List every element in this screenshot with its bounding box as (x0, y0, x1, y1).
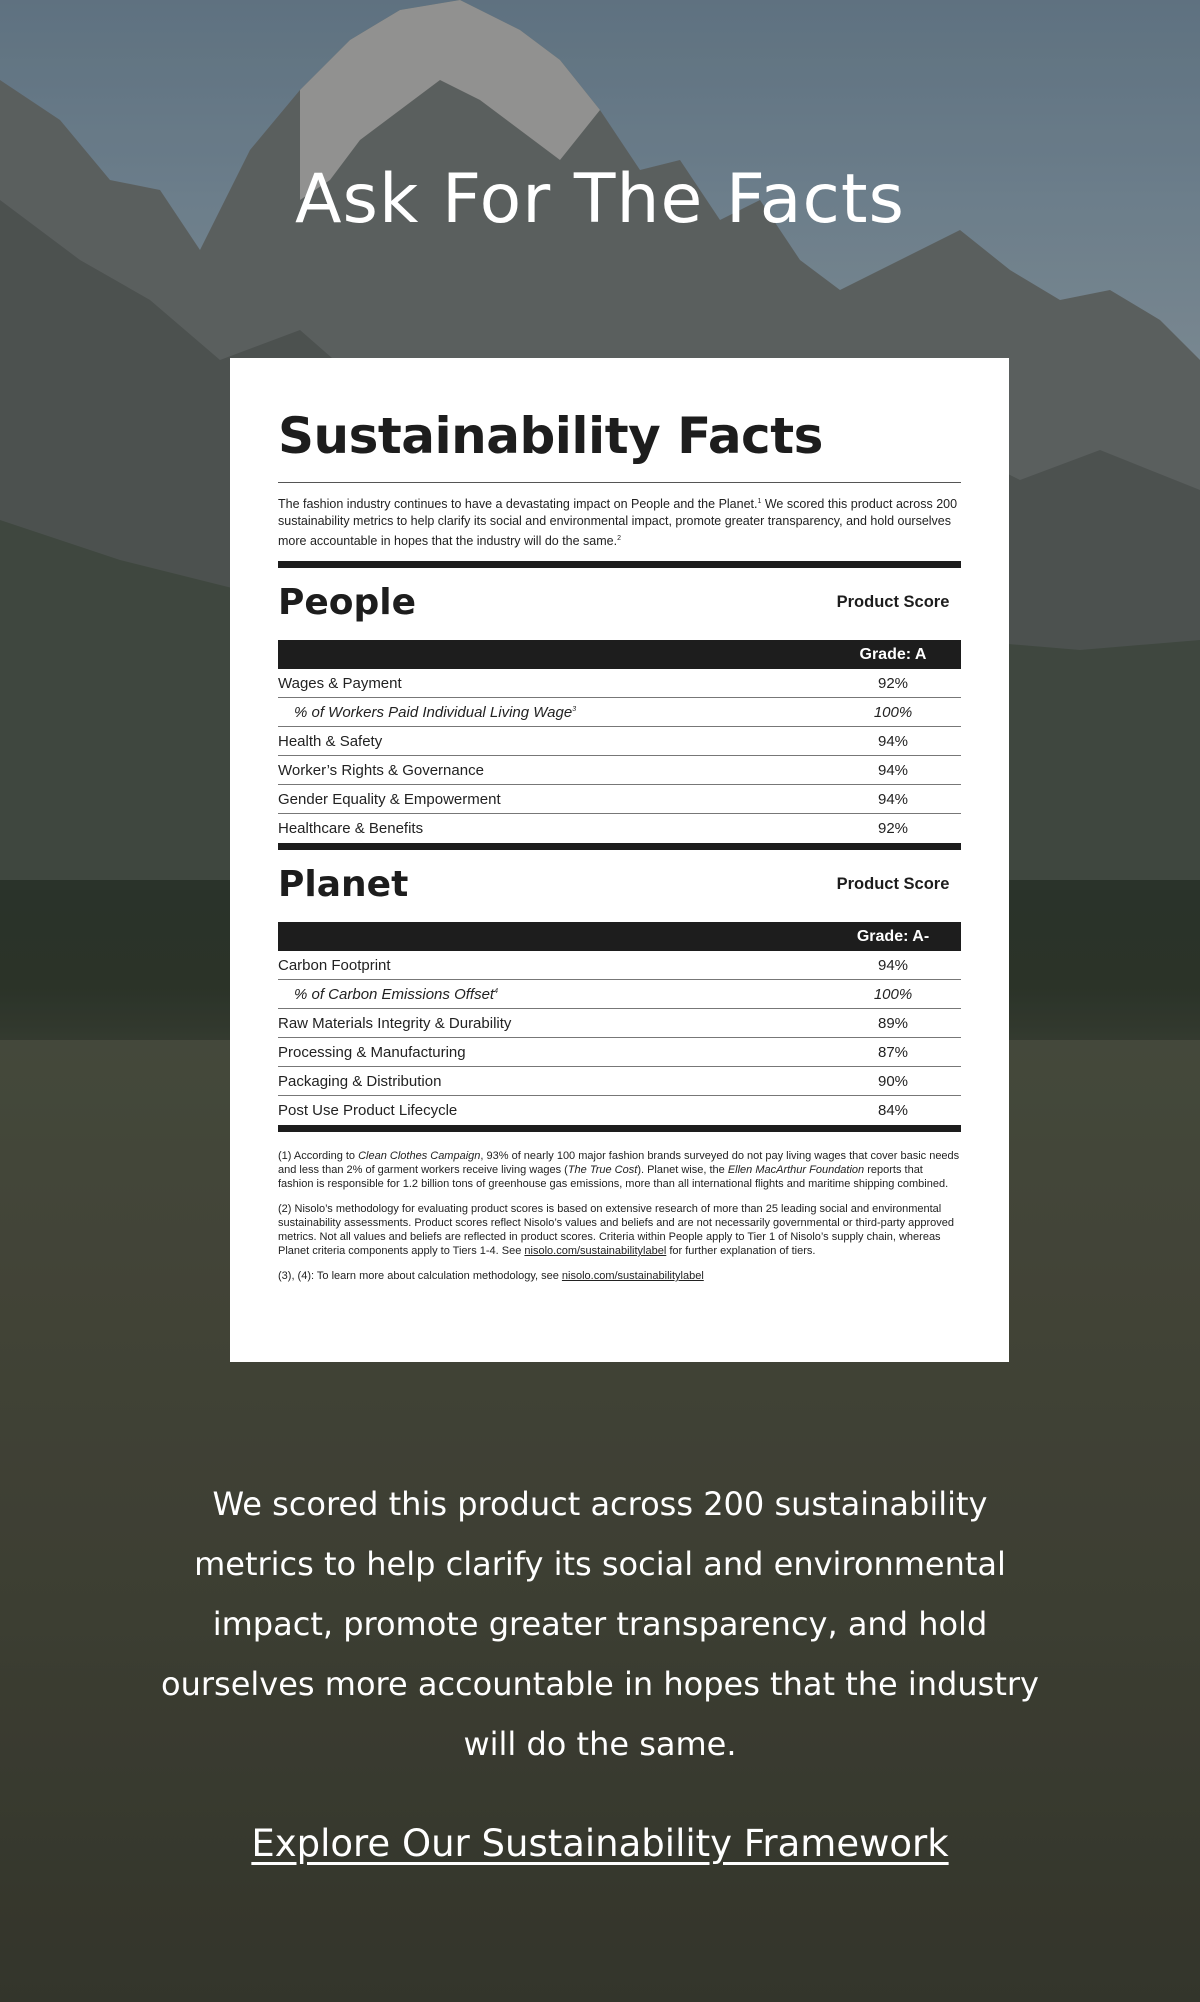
table-row: Processing & Manufacturing 87% (278, 1038, 961, 1067)
people-score-label: Product Score (836, 592, 950, 611)
cta-container (0, 1822, 1200, 1865)
hero-title: Ask For The Facts (295, 160, 905, 239)
people-grade: Grade: A (859, 645, 927, 663)
table-row: Gender Equality & Empowerment 94% (278, 785, 961, 814)
people-grade-bar (278, 640, 961, 669)
footnote-2: (2) Nisolo’s methodology for evaluating product scores is based on extensive research of more than 25 leading social and environmental sustainability assessments. Product scores reflect Nisolo’s values and beliefs and are not necessarily governmental or third-party approved metrics. Not all values and beliefs are reflected in product scores. Criteria within People apply to Tier 1 of Nisolo’s supply chain, whereas Planet criteria components apply to Tiers 1-4. See nisolo.com/sustainabilitylabel for further explanation of tiers. (278, 1203, 955, 1257)
thick-divider (278, 843, 961, 850)
planet-grade: Grade: A- (856, 927, 930, 945)
table-row: Post Use Product Lifecycle 84% (278, 1102, 909, 1119)
planet-grade-bar (278, 922, 961, 951)
table-row: Packaging & Distribution 90% (278, 1067, 961, 1096)
card-intro: The fashion industry continues to have a devastating impact on People and the Planet.$^1$ We scored this product across 200 sustainability metrics to help clarify its social and environmental impact, promote greater transparency, and hold ourselves more accountable in hopes that the industry will do the same.$^2$ (278, 497, 958, 549)
table-row-subitem: % of Carbon Emissions Offset$^4$ 100% (278, 980, 961, 1009)
explore-framework-link[interactable]: Explore Our Sustainability Framework (251, 1822, 949, 1865)
planet-rows (278, 951, 961, 1125)
table-row: Raw Materials Integrity & Durability 89% (278, 1009, 961, 1038)
footnotes (278, 1149, 961, 1283)
card-title: Sustainability Facts (278, 407, 823, 465)
table-row: Healthcare & Benefits 92% (278, 820, 909, 837)
footnote-1: (1) According to Clean Clothes Campaign, 93% of nearly 100 major fashion brands surveyed do not pay living wages that cover basic needs and less than 2% of garment workers receive living wages (The True Cost). Planet wise, the Ellen MacArthur Foundation reports that fashion is responsible for 1.2 billion tons of greenhouse gas emissions, more than all international flights and maritime shipping combined. (278, 1150, 960, 1190)
divider (278, 482, 961, 483)
summary-text: We scored this product across 200 sustainability metrics to help clarify its social and environmental impact, promote greater transparency, and hold ourselves more accountable in hopes that the industry will do the same. (161, 1485, 1039, 1763)
table-row: Worker’s Rights & Governance 94% (278, 756, 961, 785)
sustainability-label-link[interactable]: nisolo.com/sustainabilitylabel (524, 1245, 667, 1257)
footnote-3-4: (3), (4): To learn more about calculation methodology, see nisolo.com/sustainabilitylabel (278, 1270, 704, 1282)
sustainability-facts-card (230, 358, 1009, 1362)
thick-divider (278, 1125, 961, 1132)
table-row: Health & Safety 94% (278, 727, 961, 756)
planet-title: Planet (278, 863, 409, 905)
people-title: People (278, 581, 417, 623)
table-row: Wages & Payment 92% (278, 669, 961, 698)
planet-score-label: Product Score (836, 874, 950, 893)
people-rows (278, 669, 961, 843)
thick-divider (278, 561, 961, 568)
people-section-header (278, 568, 961, 636)
table-row: Carbon Footprint 94% (278, 951, 961, 980)
sustainability-label-link[interactable]: nisolo.com/sustainabilitylabel (561, 1270, 704, 1282)
table-row-subitem: % of Workers Paid Individual Living Wage$^3$ 100% (278, 698, 961, 727)
planet-section-header (278, 850, 961, 918)
